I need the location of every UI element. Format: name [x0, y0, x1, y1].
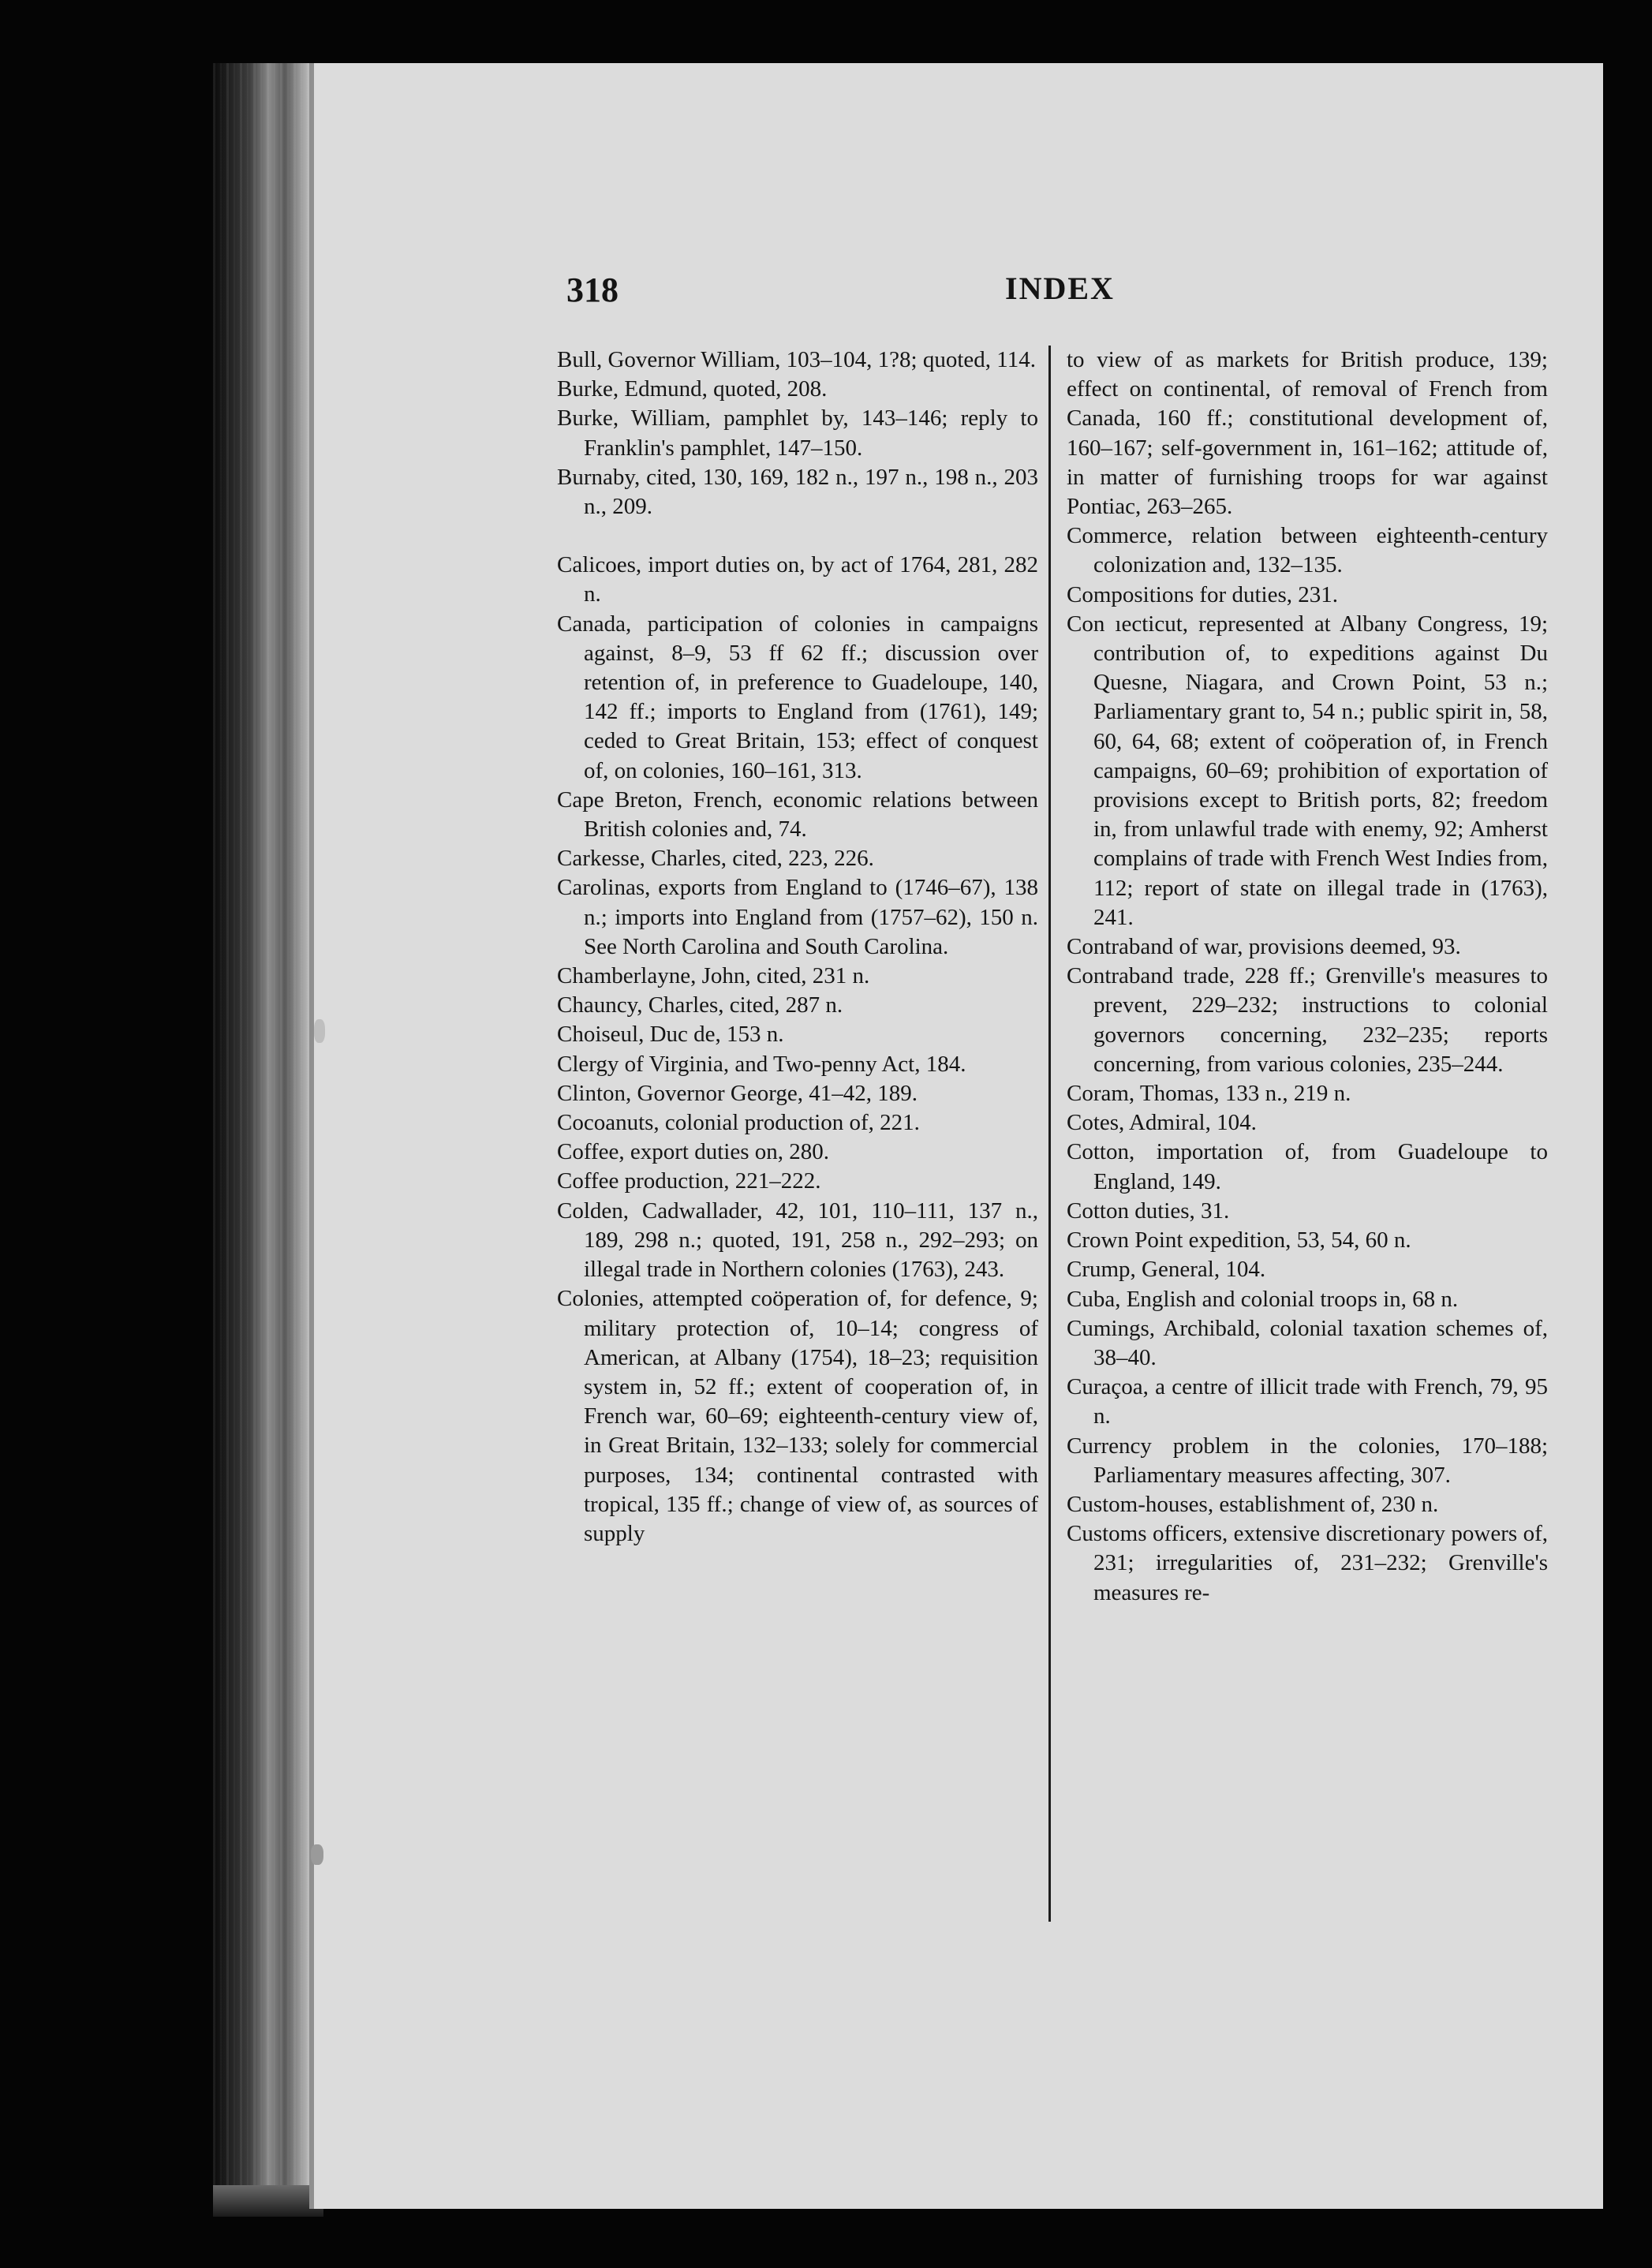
- page-header: [314, 270, 1603, 317]
- index-entry: Cuba, English and colonial troops in, 68 n.: [1067, 1286, 1459, 1312]
- index-entry: Carolinas, exports from England to (1746–67), 138 n.; imports into England from (1757–62), 150 n. See North Carolina and South Carolina.: [557, 875, 1038, 959]
- index-entry: Cocoanuts, colonial production of, 221.: [557, 1110, 920, 1136]
- index-entry: Coffee, export duties on, 280.: [557, 1139, 829, 1165]
- index-entry: Custom-houses, establishment of, 230 n.: [1067, 1491, 1439, 1517]
- index-entry: Clergy of Virginia, and Two-penny Act, 184.: [557, 1051, 966, 1077]
- index-entry: Curaçoa, a centre of illicit trade with French, 79, 95 n.: [1067, 1374, 1548, 1429]
- index-column-right: [1067, 346, 1548, 1608]
- index-entry: Carkesse, Charles, cited, 223, 226.: [557, 846, 874, 872]
- index-entry: Burnaby, cited, 130, 169, 182 n., 197 n., 198 n., 203 n., 209.: [557, 464, 1038, 520]
- index-entry: Clinton, Governor George, 41–42, 189.: [557, 1080, 918, 1106]
- index-entry: Con ıecticut, represented at Albany Congress, 19; contribution of, to expeditions against Du Quesne, Niagara, and Crown Point, 53 n.; Parliamentary grant to, 54 n.; public spirit in, 58, 60, 64, 68; extent of coöperation of, in French campaigns, 60–69; prohibition of exportation of provisions except to British ports, 82; freedom in, from unlawful trade with enemy, 92; Amherst complains of trade with French West Indies from, 112; report of state on illegal trade in (1763), 241.: [1067, 611, 1548, 930]
- index-entry: Cotes, Admiral, 104.: [1067, 1110, 1257, 1136]
- index-entry: Crown Point expedition, 53, 54, 60 n.: [1067, 1227, 1411, 1254]
- running-title: INDEX: [1005, 271, 1115, 306]
- index-entry: Colden, Cadwallader, 42, 101, 110–111, 137 n., 189, 298 n.; quoted, 191, 258 n., 292–293; on illegal trade in Northern colonies (1763), 243.: [557, 1198, 1038, 1283]
- index-entry-continuation: to view of as markets for British produce, 139; effect on continental, of removal of French from Canada, 160 ff.; constitutional development of, 160–167; self-government in, 161–162; attitude of, in matter of furnishing troops for war against Pontiac, 263–265.: [1067, 347, 1548, 520]
- index-entry: Canada, participation of colonies in campaigns against, 8–9, 53 ff 62 ff.; discussion over retention of, in preference to Guadeloupe, 140, 142 ff.; imports to England from (1761), 149; ceded to Great Britain, 153; effect of conquest of, on colonies, 160–161, 313.: [557, 611, 1038, 783]
- page-number: 318: [566, 271, 619, 309]
- index-entry: Cape Breton, French, economic relations between British colonies and, 74.: [557, 787, 1038, 843]
- page-edge-mark: [311, 1844, 323, 1865]
- index-entry: Commerce, relation between eighteenth-century colonization and, 132–135.: [1067, 523, 1548, 578]
- index-entry: Contraband trade, 228 ff.; Grenville's measures to prevent, 229–232; instructions to colonial governors concerning, 232–235; reports concerning, from various colonies, 235–244.: [1067, 963, 1548, 1077]
- column-divider: [1048, 346, 1051, 1922]
- index-entry: Bull, Governor William, 103–104, 1?8; quoted, 114.: [557, 347, 1036, 372]
- index-entry: Chamberlayne, John, cited, 231 n.: [557, 963, 870, 989]
- index-entry: Cotton duties, 31.: [1067, 1198, 1230, 1224]
- index-entry: Compositions for duties, 231.: [1067, 581, 1338, 607]
- index-entry: Burke, Edmund, quoted, 208.: [557, 376, 828, 402]
- index-entry: Crump, General, 104.: [1067, 1257, 1266, 1283]
- index-entry: Chauncy, Charles, cited, 287 n.: [557, 992, 843, 1018]
- index-entry: Cumings, Archibald, colonial taxation schemes of, 38–40.: [1067, 1315, 1548, 1370]
- index-entry: Colonies, attempted coöperation of, for defence, 9; military protection of, 10–14; congress of American, at Albany (1754), 18–23; requisition system in, 52 ff.; extent of cooperation of, in French war, 60–69; eighteenth-century view of, in Great Britain, 132–133; solely for commercial purposes, 134; continental contrasted with tropical, 135 ff.; change of view of, as sources of supply: [557, 1286, 1038, 1546]
- index-entry: Customs officers, extensive discretionary powers of, 231; irregularities of, 231–232; Grenville's measures re-: [1067, 1521, 1548, 1605]
- index-entry: Currency problem in the colonies, 170–188; Parliamentary measures affecting, 307.: [1067, 1433, 1548, 1488]
- index-column-left: [557, 346, 1038, 1549]
- index-entry: Burke, William, pamphlet by, 143–146; reply to Franklin's pamphlet, 147–150.: [557, 405, 1038, 461]
- index-entry: Cotton, importation of, from Guadeloupe to England, 149.: [1067, 1139, 1548, 1194]
- book-spine: [213, 63, 316, 2209]
- index-entry: Contraband of war, provisions deemed, 93.: [1067, 934, 1461, 960]
- index-entry: Coram, Thomas, 133 n., 219 n.: [1067, 1081, 1351, 1107]
- index-entry: Calicoes, import duties on, by act of 1764, 281, 282 n.: [557, 552, 1038, 607]
- book-spine-bottom: [213, 2185, 323, 2217]
- page-edge-mark: [314, 1019, 325, 1043]
- index-entry: Coffee production, 221–222.: [557, 1168, 821, 1194]
- index-entry: Choiseul, Duc de, 153 n.: [557, 1022, 784, 1048]
- book-page: [309, 63, 1603, 2209]
